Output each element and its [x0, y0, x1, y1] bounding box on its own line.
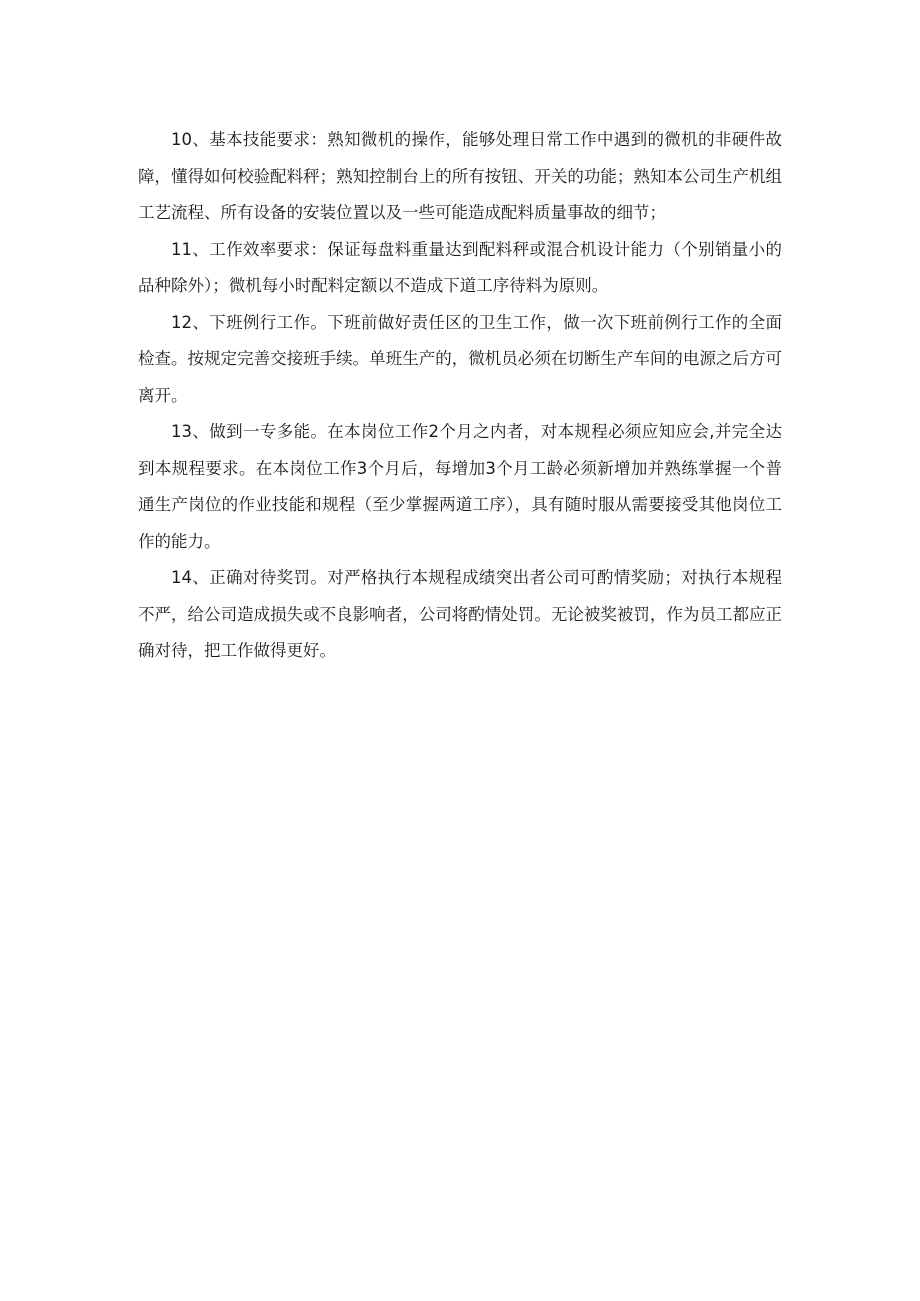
paragraph-item-13: 13、做到一专多能。在本岗位工作2个月之内者，对本规程必须应知应会,并完全达到本规程要求。在本岗位工作3个月后，每增加3个月工龄必须新增加并熟练掌握一个普通生产岗位的作业技能和规程（至少掌握两道工序），具有随时服从需要接受其他岗位工作的能力。: [138, 422, 782, 551]
paragraph-item-10: 10、基本技能要求：熟知微机的操作，能够处理日常工作中遇到的微机的非硬件故障，懂得如何校验配料秤；熟知控制台上的所有按钮、开关的功能；熟知本公司生产机组工艺流程、所有设备的安装位置以及一些可能造成配料质量事故的细节；: [138, 130, 782, 222]
paragraph-item-14: 14、正确对待奖罚。对严格执行本规程成绩突出者公司可酌情奖励；对执行本规程不严，给公司造成损失或不良影响者，公司将酌情处罚。无论被奖被罚，作为员工都应正确对待，把工作做得更好。: [138, 568, 782, 660]
paragraph-item-12: 12、下班例行工作。下班前做好责任区的卫生工作，做一次下班前例行工作的全面检查。按规定完善交接班手续。单班生产的，微机员必须在切断生产车间的电源之后方可离开。: [138, 312, 782, 405]
paragraph-item-11: 11、工作效率要求：保证每盘料重量达到配料秤或混合机设计能力（个别销量小的品种除外）；微机每小时配料定额以不造成下道工序待料为原则。: [138, 239, 782, 295]
document-body: [138, 122, 782, 670]
